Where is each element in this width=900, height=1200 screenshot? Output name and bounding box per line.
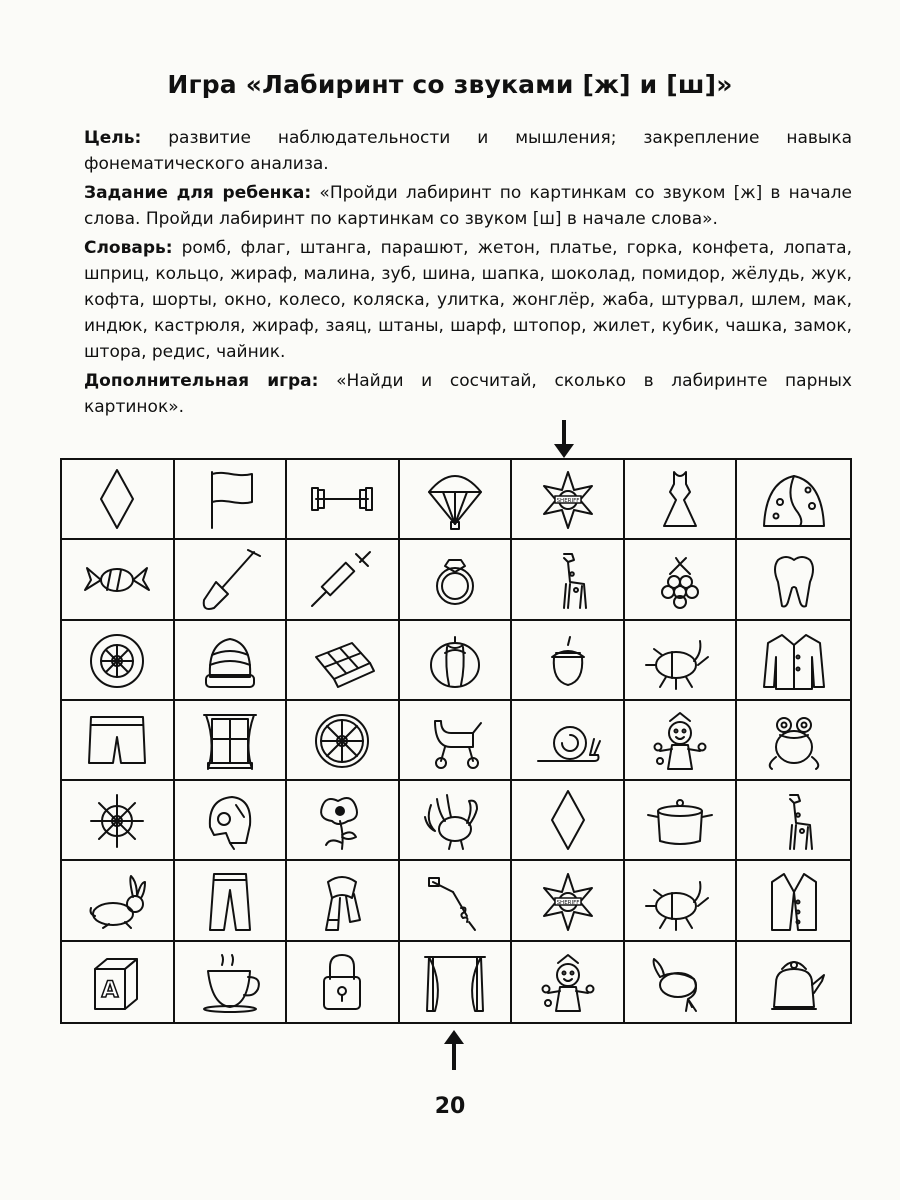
maze-cell — [737, 781, 850, 861]
maze-cell — [625, 781, 738, 861]
task-text: «Пройди лабиринт по картинкам со звуком [ж] в начале слова. Пройди лабиринт по картинкам со звуком [ш] в начале слова». — [84, 183, 852, 229]
radish-icon — [636, 949, 724, 1015]
maze-cell — [400, 942, 513, 1022]
maze-cell — [62, 540, 175, 620]
maze-cell — [287, 540, 400, 620]
parachute-icon — [411, 466, 499, 532]
vocabulary-label: Словарь: — [84, 238, 173, 258]
hat-icon — [186, 627, 274, 693]
maze-cell — [175, 942, 288, 1022]
shovel-icon — [186, 546, 274, 612]
pants-icon — [186, 868, 274, 934]
up-arrow-icon — [441, 1028, 467, 1072]
acorn-icon — [524, 627, 612, 693]
maze-cell — [400, 621, 513, 701]
maze-cell — [62, 781, 175, 861]
giraffe-icon — [750, 787, 838, 853]
maze-cell — [625, 621, 738, 701]
goal-label: Цель: — [84, 128, 142, 148]
maze-cell — [400, 460, 513, 540]
down-arrow-icon — [551, 418, 577, 460]
flag-icon — [186, 466, 274, 532]
juggler-icon — [524, 949, 612, 1015]
dress-icon — [636, 466, 724, 532]
maze-cell — [175, 621, 288, 701]
hare-icon — [73, 868, 161, 934]
candy-icon — [73, 546, 161, 612]
tire-icon — [73, 627, 161, 693]
shorts-icon — [73, 707, 161, 773]
window-icon — [186, 707, 274, 773]
goal-text: развитие наблюдательности и мышления; закрепление навыка фонематического анализа. — [84, 128, 852, 174]
maze-cell — [625, 861, 738, 941]
maze-cell — [400, 701, 513, 781]
maze-cell — [625, 540, 738, 620]
rhombus-icon — [73, 466, 161, 532]
syringe-icon — [298, 546, 386, 612]
maze-cell — [625, 701, 738, 781]
maze-cell — [737, 861, 850, 941]
frog-icon — [750, 707, 838, 773]
maze-cell — [512, 621, 625, 701]
lock-icon — [298, 949, 386, 1015]
beetle-icon — [636, 868, 724, 934]
extra-label: Дополнительная игра: — [84, 371, 319, 391]
maze-cell — [512, 460, 625, 540]
raspberry-icon — [636, 546, 724, 612]
kettle-icon — [750, 949, 838, 1015]
corkscrew-icon — [411, 868, 499, 934]
pot-icon — [636, 787, 724, 853]
maze-cell — [175, 861, 288, 941]
maze-cell — [400, 781, 513, 861]
maze-cell — [737, 942, 850, 1022]
cup-icon — [186, 949, 274, 1015]
maze-cell — [512, 701, 625, 781]
maze-cell — [512, 942, 625, 1022]
wheel-icon — [298, 707, 386, 773]
badge-icon — [524, 868, 612, 934]
maze-cell — [625, 942, 738, 1022]
maze-cell — [62, 701, 175, 781]
maze-cell — [62, 942, 175, 1022]
badge-text: SHERIFF — [556, 498, 579, 505]
page-title: Игра «Лабиринт со звуками [ж] и [ш]» — [167, 70, 733, 99]
maze-cell — [287, 861, 400, 941]
extra-paragraph — [84, 368, 852, 420]
vocabulary-text: ромб, флаг, штанга, парашют, жетон, платье, горка, конфета, лопата, шприц, кольцо, жираф, малина, зуб, шина, шапка, шоколад, помидор, жёлудь, жук, кофта, шорты, окно, колесо, коляска, улитка, жонглёр, жаба, штурвал, шлем, мак, индюк, кастрюля, жираф, заяц, штаны, шарф, штопор, жилет, кубик, чашка, замок, штора, редис, чайник. — [84, 238, 852, 362]
rhombus-icon — [524, 787, 612, 853]
maze-cell — [625, 460, 738, 540]
tomato-icon — [411, 627, 499, 693]
maze-cell — [175, 460, 288, 540]
maze-cell — [175, 781, 288, 861]
maze-cell — [175, 701, 288, 781]
curtain-icon — [411, 949, 499, 1015]
jacket-icon — [750, 627, 838, 693]
badge-icon — [524, 466, 612, 532]
vest-icon — [750, 868, 838, 934]
maze-cell — [737, 540, 850, 620]
maze-cell — [287, 942, 400, 1022]
task-paragraph — [84, 180, 852, 232]
maze-cell — [400, 540, 513, 620]
maze-cell — [62, 621, 175, 701]
hill-icon — [750, 466, 838, 532]
goal-paragraph — [84, 125, 852, 177]
stroller-icon — [411, 707, 499, 773]
ring-icon — [411, 546, 499, 612]
page-number: 20 — [434, 1094, 466, 1119]
snail-icon — [524, 707, 612, 773]
maze-cell — [287, 621, 400, 701]
maze-cell — [737, 460, 850, 540]
maze-cell — [62, 861, 175, 941]
barbell-icon — [298, 466, 386, 532]
maze-cell — [400, 861, 513, 941]
helmet-icon — [186, 787, 274, 853]
badge-text: SHERIFF — [556, 899, 579, 906]
vocabulary-paragraph — [84, 235, 852, 365]
beetle-icon — [636, 627, 724, 693]
maze-cell — [287, 460, 400, 540]
helm-icon — [73, 787, 161, 853]
maze-grid — [60, 458, 852, 1024]
maze-cell — [737, 621, 850, 701]
maze-cell — [512, 540, 625, 620]
maze-cell — [175, 540, 288, 620]
maze-cell — [287, 701, 400, 781]
tooth-icon — [750, 546, 838, 612]
giraffe-icon — [524, 546, 612, 612]
instructions — [84, 125, 852, 423]
maze-cell — [287, 781, 400, 861]
cube-letter: A — [101, 977, 119, 1003]
extra-text: «Найди и сосчитай, сколько в лабиринте парных картинок». — [84, 371, 852, 417]
juggler-icon — [636, 707, 724, 773]
poppy-icon — [298, 787, 386, 853]
turkey-icon — [411, 787, 499, 853]
scarf-icon — [298, 868, 386, 934]
cube-icon — [73, 949, 161, 1015]
chocolate-icon — [298, 627, 386, 693]
maze-cell — [62, 460, 175, 540]
task-label: Задание для ребенка: — [84, 183, 312, 203]
maze-cell — [737, 701, 850, 781]
maze-cell — [512, 781, 625, 861]
maze-cell — [512, 861, 625, 941]
